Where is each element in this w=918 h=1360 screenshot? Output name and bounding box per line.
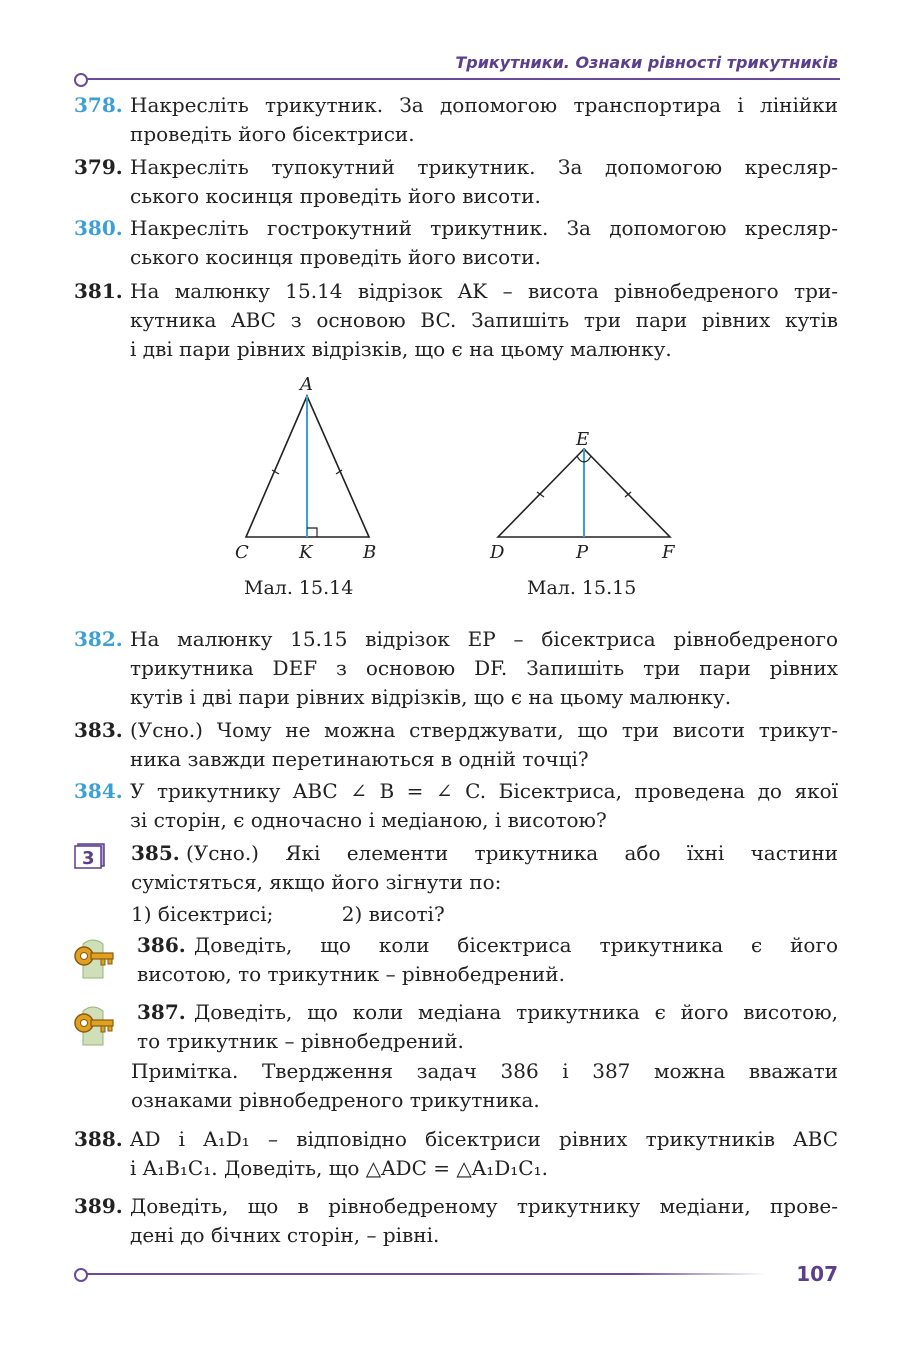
key-icon <box>71 934 115 980</box>
problem-text: Доведіть, що коли медіана трикутника є його висотою, <box>194 1000 838 1024</box>
problem-number: 389. <box>74 1194 123 1218</box>
problem-383 <box>74 716 838 774</box>
level-3-badge-icon <box>74 843 106 869</box>
angle-arc-right <box>584 456 591 462</box>
problem-text: сумістяться, якщо його зігнути по: <box>131 870 502 894</box>
problem-number: 383. <box>74 718 123 742</box>
figure-15-15 <box>485 425 685 570</box>
problem-text: У трикутнику ABC ∠ B = ∠ C. Бісектриса, проведена до якої <box>130 779 838 803</box>
problem-386 <box>137 931 838 989</box>
problem-379 <box>74 153 838 211</box>
label-c: C <box>235 542 249 563</box>
problem-385 <box>131 839 838 929</box>
label-b: B <box>363 542 377 563</box>
problem-text: і дві пари рівних відрізків, що є на цьому малюнку. <box>130 337 672 361</box>
problem-387 <box>137 998 838 1056</box>
problem-text: кутника ABC з основою BC. Запишіть три пари рівних кутів <box>130 308 838 332</box>
right-angle-mark <box>307 528 317 537</box>
level-badge-text: 3 <box>82 848 95 869</box>
problem-text: дені до бічних сторін, – рівні. <box>130 1223 440 1247</box>
problem-number: 385. <box>131 841 180 865</box>
problem-text: Доведіть, що коли бісектриса трикутника є його <box>194 933 838 957</box>
problem-text: ника завжди перетинаються в одній точці? <box>130 747 589 771</box>
note-text: ознаками рівнобедреного трикутника. <box>131 1088 540 1112</box>
problem-388 <box>74 1125 838 1183</box>
problem-number: 382. <box>74 627 123 651</box>
problem-number: 387. <box>137 1000 186 1024</box>
problem-text: зі сторін, є одночасно і медіаною, і висотою? <box>130 808 607 832</box>
key-icon <box>71 1001 115 1047</box>
problem-text: (Усно.) Чому не можна стверджувати, що три висоти трикут- <box>130 718 838 742</box>
figure-caption: Мал. 15.14 <box>244 577 354 599</box>
note <box>131 1057 838 1115</box>
footer-rule-ring <box>74 1268 88 1282</box>
problem-381 <box>74 277 838 364</box>
problem-number: 380. <box>74 216 123 240</box>
problem-text: Накресліть гострокутний трикутник. За допомогою кресляр- <box>130 216 838 240</box>
label-d: D <box>490 542 505 563</box>
problem-options <box>131 900 838 929</box>
problem-number: 388. <box>74 1127 123 1151</box>
problem-number: 386. <box>137 933 186 957</box>
problem-text: AD і A₁D₁ – відповідно бісектриси рівних трикутників ABC <box>130 1127 838 1151</box>
running-header: Трикутники. Ознаки рівності трикутників <box>455 53 838 72</box>
problem-text: трикутника DEF з основою DF. Запишіть три пари рівних <box>130 656 838 680</box>
problem-text: Накресліть трикутник. За допомогою транспортира і лінійки <box>130 93 838 117</box>
label-p: P <box>576 542 589 563</box>
header-rule <box>86 78 840 80</box>
figure-caption: Мал. 15.15 <box>527 577 637 599</box>
option-1: 1) бісектрисі; <box>131 902 274 926</box>
figure-15-14 <box>225 370 395 570</box>
problem-text: Доведіть, що в рівнобедреному трикутнику медіани, прове- <box>130 1194 838 1218</box>
problem-text: висотою, то трикутник – рівнобедрений. <box>137 962 565 986</box>
problem-text: і A₁B₁C₁. Доведіть, що △ADC = △A₁D₁C₁. <box>130 1156 548 1180</box>
footer-rule <box>86 1273 766 1275</box>
problem-text: Накресліть тупокутний трикутник. За допомогою кресляр- <box>130 155 838 179</box>
label-a: A <box>300 374 313 395</box>
problem-text: проведіть його бісектриси. <box>130 122 415 146</box>
page-number: 107 <box>796 1262 838 1286</box>
problem-389 <box>74 1192 838 1250</box>
problem-text: то трикутник – рівнобедрений. <box>137 1029 464 1053</box>
note-text: Примітка. Твердження задач 386 і 387 можна вважати <box>131 1059 838 1083</box>
problem-text: На малюнку 15.15 відрізок EP – бісектриса рівнобедреного <box>130 627 838 651</box>
problem-number: 379. <box>74 155 123 179</box>
problem-384 <box>74 777 838 835</box>
label-f: F <box>662 542 675 563</box>
option-2: 2) висоті? <box>341 902 445 926</box>
problem-number: 384. <box>74 779 123 803</box>
problem-380 <box>74 214 838 272</box>
header-rule-ring <box>74 73 88 87</box>
problem-378 <box>74 91 838 149</box>
problem-number: 381. <box>74 279 123 303</box>
problem-text: ського косинця проведіть його висоти. <box>130 184 541 208</box>
problem-text: ського косинця проведіть його висоти. <box>130 245 541 269</box>
angle-arc-left <box>577 456 584 462</box>
problem-text: кутів і дві пари рівних відрізків, що є на цьому малюнку. <box>130 685 732 709</box>
problem-text: (Усно.) Які елементи трикутника або їхні частини <box>186 841 838 865</box>
problem-text: На малюнку 15.14 відрізок AK – висота рівнобедреного три- <box>130 279 838 303</box>
problem-number: 378. <box>74 93 123 117</box>
label-e: E <box>576 429 590 450</box>
problem-382 <box>74 625 838 712</box>
label-k: K <box>299 542 313 563</box>
